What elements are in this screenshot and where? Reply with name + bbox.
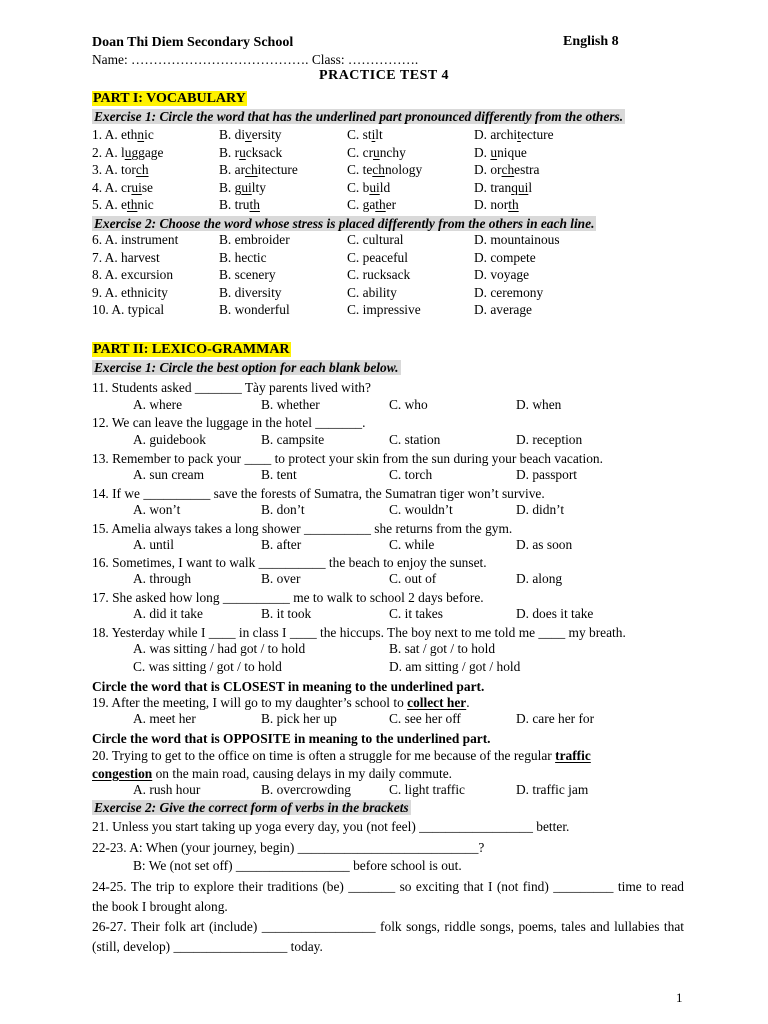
stress-option: C. rucksack [347,267,411,282]
part1-title: PART I: VOCABULARY [93,91,246,106]
underlined-part: th [249,197,260,212]
stress-option: 8. A. excursion [92,267,174,282]
underlined-part: ui [369,179,380,195]
part2-title: PART II: LEXICO-GRAMMAR [93,342,290,357]
underlined-part: th [126,197,138,212]
answer-option: A. guidebook [133,432,206,447]
pronunciation-option: 2. A. luggage [92,144,164,160]
answer-option: A. where [133,397,183,412]
answer-option: B. it took [261,606,312,621]
underlined-part: th [375,197,386,212]
stress-option: D. average [474,302,532,317]
question-20-line2: congestion on the main road, causing delays in my daily commute. [92,766,452,781]
stress-option: C. impressive [347,302,421,317]
page-number: 1 [676,990,683,1005]
answer-option: C. out of [389,571,437,586]
question-20-underlined-1: traffic [555,748,591,763]
pronunciation-option: C. technology [347,162,423,177]
answer-option: A. won’t [133,502,181,517]
question-24-25: 24-25. The trip to explore their traditions (be) _______ so exciting that I (not find) _________ time to read the book I brought along. [92,879,684,914]
question-19-underlined: collect her [407,695,467,710]
answer-option: A. through [133,571,192,586]
stress-option: C. cultural [347,232,404,247]
question-23-b: B: We (not set off) _________________ before school is out. [133,858,462,873]
answer-option: A. sun cream [133,467,205,482]
question-18-option-b: B. sat / got / to hold [389,641,496,656]
stress-option: D. compete [474,249,536,265]
underlined-part: u [239,144,246,160]
underlined-part: ch [245,162,258,177]
question-13: 13. Remember to pack your ____ to protect your skin from the sun during your beach vacation. [92,451,603,466]
underlined-part: t [517,127,521,142]
question-20-line1: 20. Trying to get to the office on time is often a struggle for me because of the regular traffic [92,748,591,763]
pronunciation-option: D. north [474,197,519,212]
pronunciation-option: 3. A. torch [92,162,149,177]
answer-option: B. after [261,537,302,552]
question-18: 18. Yesterday while I ____ in class I ____ the hiccups. The boy next to me told me ____ my breath. [92,625,626,640]
question-11: 11. Students asked _______ Tày parents lived with? [92,380,371,395]
pronunciation-option: B. truth [219,197,260,212]
underlined-part: qui [511,179,529,195]
underlined-part: i [371,127,376,142]
answer-option: A. did it take [133,606,203,621]
question-17: 17. She asked how long __________ me to walk to school 2 days before. [92,590,484,605]
stress-option: B. hectic [219,249,267,265]
part2-exercise1-heading: Exercise 1: Circle the best option for each blank below. [94,360,399,375]
stress-option: B. diversity [219,284,282,300]
underlined-part: ui [131,179,142,195]
answer-option: D. reception [516,432,583,447]
answer-option: D. as soon [516,537,573,552]
answer-option: A. until [133,537,174,552]
stress-option: D. voyage [474,267,530,282]
answer-option: C. while [389,537,435,552]
pronunciation-option: C. build [347,179,391,195]
answer-option: D. along [516,571,563,586]
part2-exercise2-heading: Exercise 2: Give the correct form of verbs in the brackets [94,800,409,815]
answer-option: B. whether [261,397,320,412]
answer-option: A. rush hour [133,782,201,797]
answer-option: B. pick her up [261,711,337,726]
answer-option: A. meet her [133,711,196,726]
underlined-part: ch [501,162,515,177]
pronunciation-option: D. architecture [474,127,554,142]
stress-option: C. ability [347,284,397,300]
subject-label: English 8 [563,34,619,49]
stress-option: 10. A. typical [92,302,165,317]
pronunciation-option: B. architecture [219,162,298,177]
name-class-line: Name: …………………………………. Class: ……………. [92,52,419,67]
underlined-part: u [124,144,132,160]
answer-option: D. traffic jam [516,782,589,797]
closest-meaning-instruction: Circle the word that is CLOSEST in meaning to the underlined part. [92,679,485,694]
answer-option: C. station [389,432,441,447]
pronunciation-option: B. rucksack [219,144,283,160]
stress-option: C. peaceful [347,249,408,265]
pronunciation-option: B. diversity [219,127,282,142]
question-18-option-c: C. was sitting / got / to hold [133,659,282,674]
question-26-27: 26-27. Their folk art (include) _________________ folk songs, riddle songs, poems, tales and lullabies that (still, develop) _________________ today. [92,919,684,954]
pronunciation-option: D. tranquil [474,179,533,195]
pronunciation-option: 4. A. cruise [92,179,153,195]
answer-option: D. passport [516,467,577,482]
question-19: 19. After the meeting, I will go to my daughter’s school to collect her. [92,695,470,710]
question-21: 21. Unless you start taking up yoga every day, you (not feel) _________________ better. [92,819,570,834]
answer-option: B. tent [261,467,297,482]
stress-option: 9. A. ethnicity [92,284,168,300]
stress-option: B. scenery [219,267,276,282]
answer-option: B. campsite [261,432,325,447]
answer-option: B. overcrowding [261,782,351,797]
school-name: Doan Thi Diem Secondary School [92,35,294,50]
underlined-part: ui [241,179,252,195]
part1-exercise2-heading: Exercise 2: Choose the word whose stress is placed differently from the others in each line. [94,216,595,231]
pronunciation-option: 5. A. ethnic [92,197,154,212]
answer-option: C. torch [389,467,433,482]
question-20-underlined-2: congestion [92,766,153,781]
underlined-part: ch [372,162,385,177]
opposite-meaning-instruction: Circle the word that is OPPOSITE in meaning to the underlined part. [92,731,491,746]
question-19-text: 19. After the meeting, I will go to my daughter’s school to [92,695,408,710]
stress-option: 7. A. harvest [92,249,160,265]
answer-option: D. does it take [516,606,594,621]
pronunciation-option: C. gather [347,197,397,212]
answer-option: D. didn’t [516,502,565,517]
answer-option: C. light traffic [389,782,465,797]
test-title: PRACTICE TEST 4 [319,68,449,83]
answer-option: D. care her for [516,711,595,726]
answer-option: C. wouldn’t [389,502,453,517]
pronunciation-option: D. unique [474,144,527,160]
stress-option: D. ceremony [474,284,544,300]
stress-option: B. wonderful [219,302,290,317]
answer-option: B. don’t [261,502,305,517]
pronunciation-option: B. guilty [219,179,266,195]
question-12: 12. We can leave the luggage in the hotel _______. [92,415,366,430]
question-14: 14. If we __________ save the forests of Sumatra, the Sumatran tiger won’t survive. [92,486,545,501]
pronunciation-option: C. crunchy [347,144,406,160]
answer-option: D. when [516,397,562,412]
underlined-part: u [490,144,498,160]
answer-option: C. who [389,397,428,412]
part1-exercise1-heading: Exercise 1: Circle the word that has the underlined part pronounced differently from the others. [94,109,624,124]
stress-option: 6. A. instrument [92,232,179,247]
underlined-part: ch [135,162,149,177]
question-22-23: 22-23. A: When (your journey, begin) ___________________________? [92,840,485,855]
question-16: 16. Sometimes, I want to walk __________ the beach to enjoy the sunset. [92,555,487,570]
answer-option: C. it takes [389,606,443,621]
question-18-option-a: A. was sitting / had got / to hold [133,641,306,656]
question-18-option-d: D. am sitting / got / hold [389,659,521,674]
pronunciation-option: C. stilt [347,127,383,142]
underlined-part: th [508,197,519,212]
stress-option: D. mountainous [474,232,560,247]
answer-option: B. over [261,571,301,586]
answer-option: C. see her off [389,711,461,726]
stress-option: B. embroider [219,232,290,247]
pronunciation-option: D. orchestra [474,162,540,177]
question-15: 15. Amelia always takes a long shower __________ she returns from the gym. [92,521,513,536]
underlined-part: v [245,127,252,142]
underlined-part: n [137,127,145,142]
pronunciation-option: 1. A. ethnic [92,127,154,142]
underlined-part: u [373,144,380,160]
